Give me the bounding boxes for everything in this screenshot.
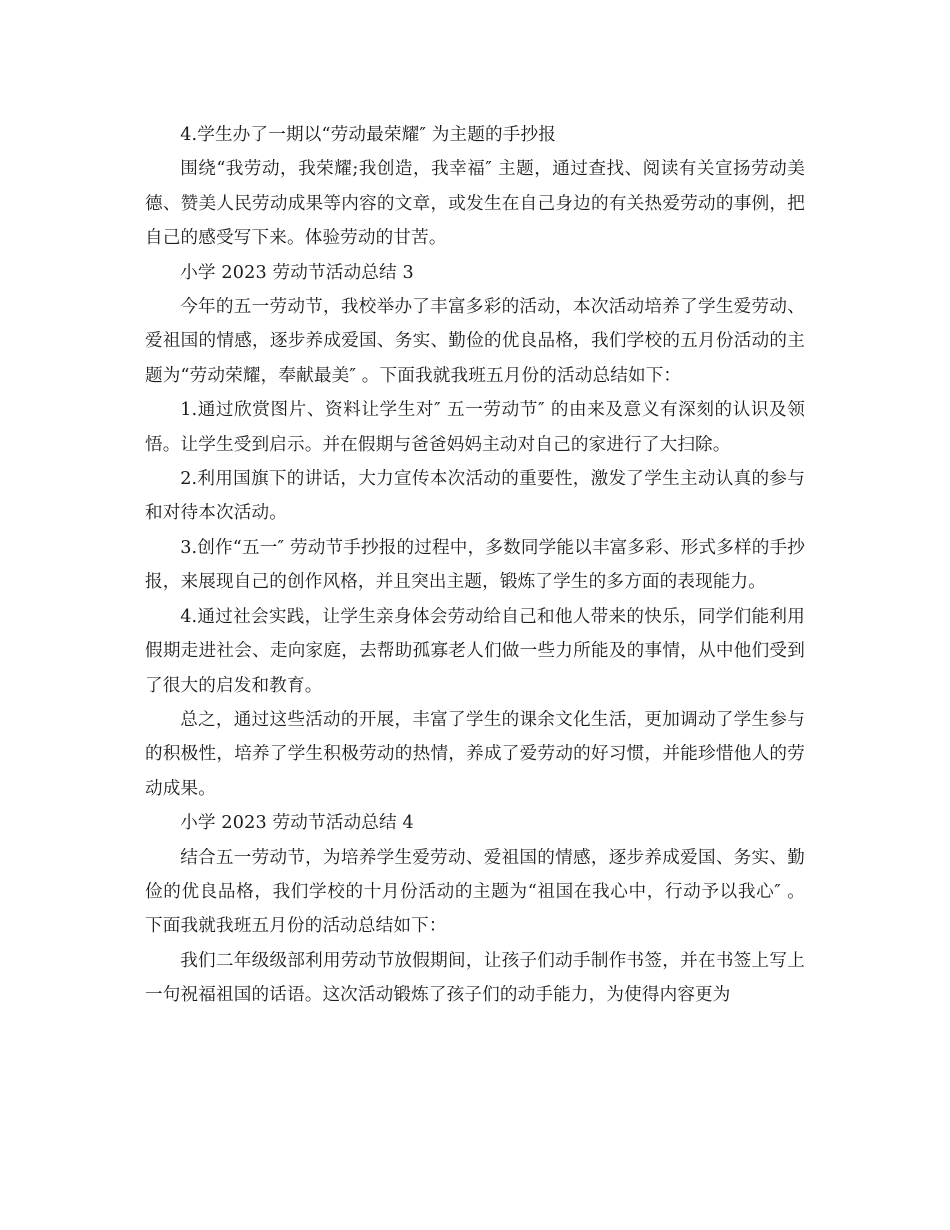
section-heading: 小学 2023 劳动节活动总结 4 <box>180 813 414 834</box>
list-item-paragraph: 1.通过欣赏图片、资料让学生对″ 五一劳动节″ 的由来及意义有深刻的认识及领悟。让学生受到启示。并在假期与爸爸妈妈主动对自己的家进行了大扫除。 <box>145 400 805 455</box>
document-body <box>145 118 805 1013</box>
body-paragraph: 今年的五一劳动节，我校举办了丰富多彩的活动，本次活动培养了学生爱劳动、爱祖国的情感，逐步养成爱国、务实、勤俭的优良品格，我们学校的五月份活动的主题为“劳动荣耀，奉献最美″ 。下面我就我班五月份的活动总结如下： <box>145 297 805 386</box>
section-heading: 小学 2023 劳动节活动总结 3 <box>180 262 414 283</box>
list-item-paragraph: 3.创作“五一″ 劳动节手抄报的过程中，多数同学能以丰富多彩、形式多样的手抄报，来展现自己的创作风格，并且突出主题，锻炼了学生的多方面的表现能力。 <box>145 537 805 593</box>
body-paragraph: 结合五一劳动节，为培养学生爱劳动、爱祖国的情感，逐步养成爱国、务实、勤俭的优良品格，我们学校的十月份活动的主题为“祖国在我心中，行动予以我心″ 。下面我就我班五月份的活动总结如下： <box>145 847 805 937</box>
body-paragraph: 围绕“我劳动，我荣耀;我创造，我幸福″ 主题，通过查找、阅读有关宣扬劳动美德、赞美人民劳动成果等内容的文章，或发生在自己身边的有关热爱劳动的事例，把自己的感受写下来。体验劳动的甘苦。 <box>145 159 805 249</box>
list-item-paragraph: 4.学生办了一期以“劳动最荣耀″ 为主题的手抄报 <box>180 125 557 145</box>
list-item-paragraph: 2.利用国旗下的讲话，大力宣传本次活动的重要性，激发了学生主动认真的参与和对待本次活动。 <box>145 469 805 524</box>
body-paragraph: 我们二年级级部利用劳动节放假期间，让孩子们动手制作书签，并在书签上写上一句祝福祖国的话语。这次活动锻炼了孩子们的动手能力，为使得内容更为 <box>145 950 805 1006</box>
list-item-paragraph: 4.通过社会实践，让学生亲身体会劳动给自己和他人带来的快乐，同学们能利用假期走进社会、走向家庭，去帮助孤寡老人们做一些力所能及的事情，从中他们受到了很大的启发和教育。 <box>145 606 805 696</box>
body-paragraph: 总之，通过这些活动的开展，丰富了学生的课余文化生活，更加调动了学生参与的积极性，培养了学生积极劳动的热情，养成了爱劳动的好习惯，并能珍惜他人的劳动成果。 <box>145 709 805 799</box>
